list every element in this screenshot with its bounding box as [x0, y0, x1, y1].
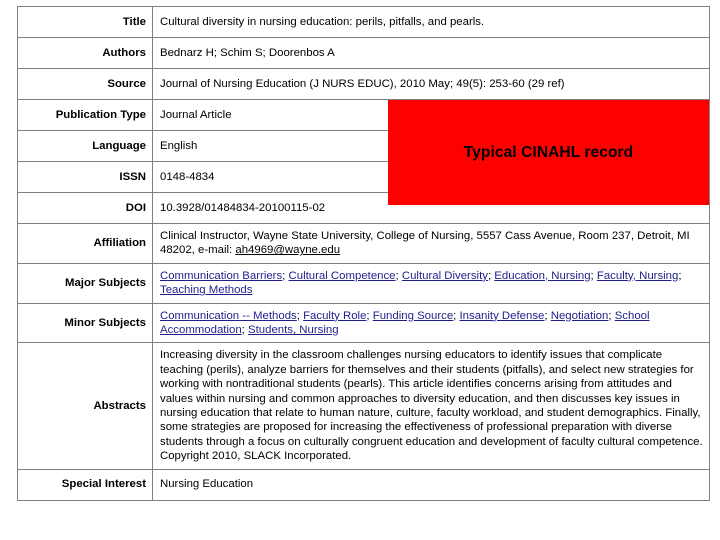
- subject-separator: ;: [608, 309, 615, 322]
- field-label-source: Source: [18, 69, 153, 100]
- callout-label: Typical CINAHL record: [463, 143, 634, 161]
- subject-link[interactable]: Communication -- Methods: [160, 309, 297, 322]
- subject-separator: ;: [544, 309, 551, 322]
- field-value-language: English: [153, 131, 710, 162]
- field-value-affiliation: [153, 224, 710, 264]
- field-label-title: Title: [18, 7, 153, 38]
- subject-separator: ;: [453, 309, 460, 322]
- table-row-affiliation: [18, 224, 710, 264]
- subject-link[interactable]: Cultural Diversity: [401, 269, 488, 282]
- field-label-doi: DOI: [18, 193, 153, 224]
- field-value-special-interest: Nursing Education: [153, 469, 710, 500]
- table-row-special-interest: [18, 469, 710, 500]
- field-label-language: Language: [18, 131, 153, 162]
- field-value-major-subjects: [153, 263, 710, 303]
- subject-link[interactable]: Insanity Defense: [459, 309, 545, 322]
- cinahl-record-table: [17, 6, 710, 501]
- record-table-body: [18, 7, 710, 501]
- table-row-major-subjects: [18, 263, 710, 303]
- subject-separator: ;: [366, 309, 373, 322]
- affiliation-text: Clinical Instructor, Wayne State University, College of Nursing, 5557 Cass Avenue, Room 237, Detroit, MI 48202, e-mail:: [160, 230, 690, 257]
- subject-link[interactable]: Cultural Competence: [288, 269, 396, 282]
- typical-cinahl-record-callout: [388, 100, 709, 205]
- subject-separator: ;: [296, 309, 304, 322]
- field-value-source: Journal of Nursing Education (J NURS EDUC), 2010 May; 49(5): 253-60 (29 ref): [153, 69, 710, 100]
- subject-link[interactable]: Negotiation: [550, 309, 609, 322]
- field-label-authors: Authors: [18, 38, 153, 69]
- table-row-minor-subjects: [18, 303, 710, 343]
- table-row-abstracts: [18, 343, 710, 469]
- field-value-abstracts: Increasing diversity in the classroom challenges nursing educators to identify issues that complicate teaching (perils), analyze barriers for themselves and their students (pitfalls), and select new strategies for working with nontraditional students (pearls). This article identifies concerns arising from attitudes and values within nursing and common approaches to diversity education, and then discusses key issues in nursing education that relate to human nature, culture, faculty workload, and student demographics. Finally, some strategies are proposed for increasing the effectiveness of professional preparation with diverse students through a focus on culturally congruent education and development of faculty cultural competence. Copyright 2010, SLACK Incorporated.: [153, 343, 710, 469]
- subject-link[interactable]: Faculty Role: [303, 309, 367, 322]
- affiliation-email-link[interactable]: ah4969@wayne.edu: [235, 244, 341, 257]
- field-value-minor-subjects: [153, 303, 710, 343]
- field-label-special-interest: Special Interest: [18, 469, 153, 500]
- subject-link[interactable]: Students, Nursing: [248, 324, 339, 337]
- field-label-issn: ISSN: [18, 162, 153, 193]
- field-label-publication-type: Publication Type: [18, 100, 153, 131]
- subject-link[interactable]: Teaching Methods: [160, 284, 253, 297]
- subject-separator: ;: [241, 324, 249, 337]
- field-label-abstracts: Abstracts: [18, 343, 153, 469]
- table-row-source: [18, 69, 710, 100]
- table-row-title: [18, 7, 710, 38]
- field-value-publication-type: Journal Article: [153, 100, 710, 131]
- subject-link[interactable]: School Accommodation: [160, 309, 650, 337]
- subject-link[interactable]: Funding Source: [372, 309, 454, 322]
- subject-separator: ;: [590, 269, 597, 282]
- field-label-major-subjects: Major Subjects: [18, 263, 153, 303]
- table-row-authors: [18, 38, 710, 69]
- subject-link[interactable]: Faculty, Nursing: [596, 269, 679, 282]
- subject-separator: ;: [487, 269, 495, 282]
- subject-separator: ;: [282, 269, 289, 282]
- subject-separator: ;: [395, 269, 402, 282]
- subject-separator: ;: [678, 269, 682, 282]
- subject-link[interactable]: Communication Barriers: [160, 269, 283, 282]
- field-value-doi: 10.3928/01484834-20100115-02: [153, 193, 710, 224]
- subject-link[interactable]: Education, Nursing: [494, 269, 591, 282]
- field-value-title: Cultural diversity in nursing education: perils, pitfalls, and pearls.: [153, 7, 710, 38]
- field-label-affiliation: Affiliation: [18, 224, 153, 264]
- field-value-issn: 0148-4834: [153, 162, 710, 193]
- field-value-authors: Bednarz H; Schim S; Doorenbos A: [153, 38, 710, 69]
- field-label-minor-subjects: Minor Subjects: [18, 303, 153, 343]
